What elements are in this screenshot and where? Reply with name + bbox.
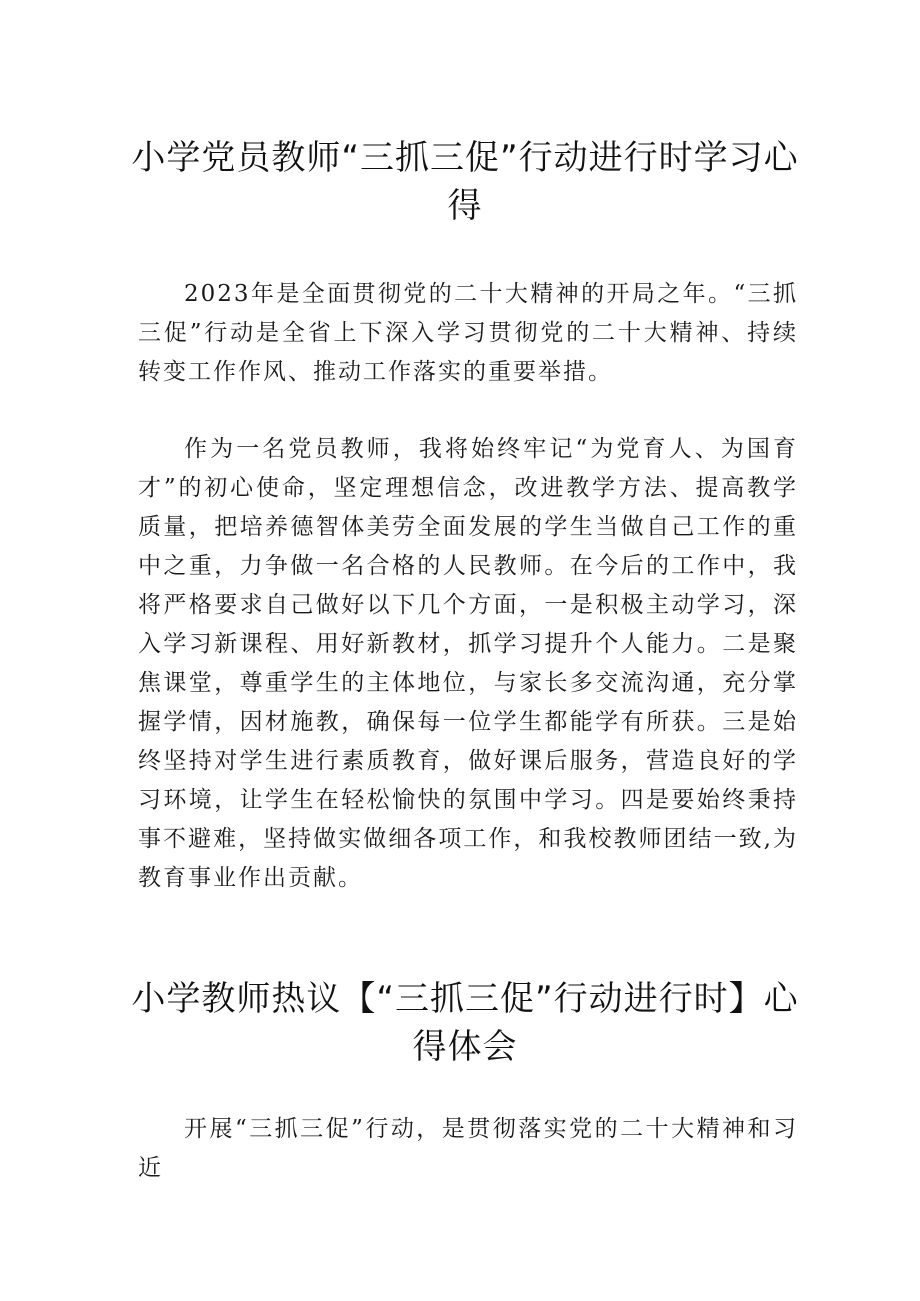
article-2-paragraph-1: 开展“三抓三促”行动，是贯彻落实党的二十大精神和习近 <box>138 1116 798 1181</box>
article-2-title: 小学教师热议【“三抓三促”行动进行时】心得体会 <box>131 979 799 1067</box>
article-1-title: 小学党员教师“三抓三促”行动进行时学习心得 <box>131 138 799 226</box>
article-1-paragraph-2: 作为一名党员教师，我将始终牢记“为党育人、为国育才”的初心使命，坚定理想信念，改进教学方法、提高教学质量，把培养德智体美劳全面发展的学生当做自己工作的重中之重，力争做一名合格的人民教师。在今后的工作中，我将严格要求自己做好以下几个方面，一是积极主动学习，深入学习新课程、用好新教材，抓学习提升个人能力。二是聚焦课堂，尊重学生的主体地位，与家长多交流沟通，充分掌握学情，因材施教，确保每一位学生都能学有所获。三是始终坚持对学生进行素质教育，做好课后服务，营造良好的学习环境，让学生在轻松愉快的氛围中学习。四是要始终秉持事不避难，坚持做实做细各项工作，和我校教师团结一致,为教育事业作出贡献。 <box>138 436 798 891</box>
article-1-paragraph-1: 2023年是全面贯彻党的二十大精神的开局之年。“三抓三促”行动是全省上下深入学习贯彻党的二十大精神、持续转变工作作风、推动工作落实的重要举措。 <box>138 281 798 385</box>
